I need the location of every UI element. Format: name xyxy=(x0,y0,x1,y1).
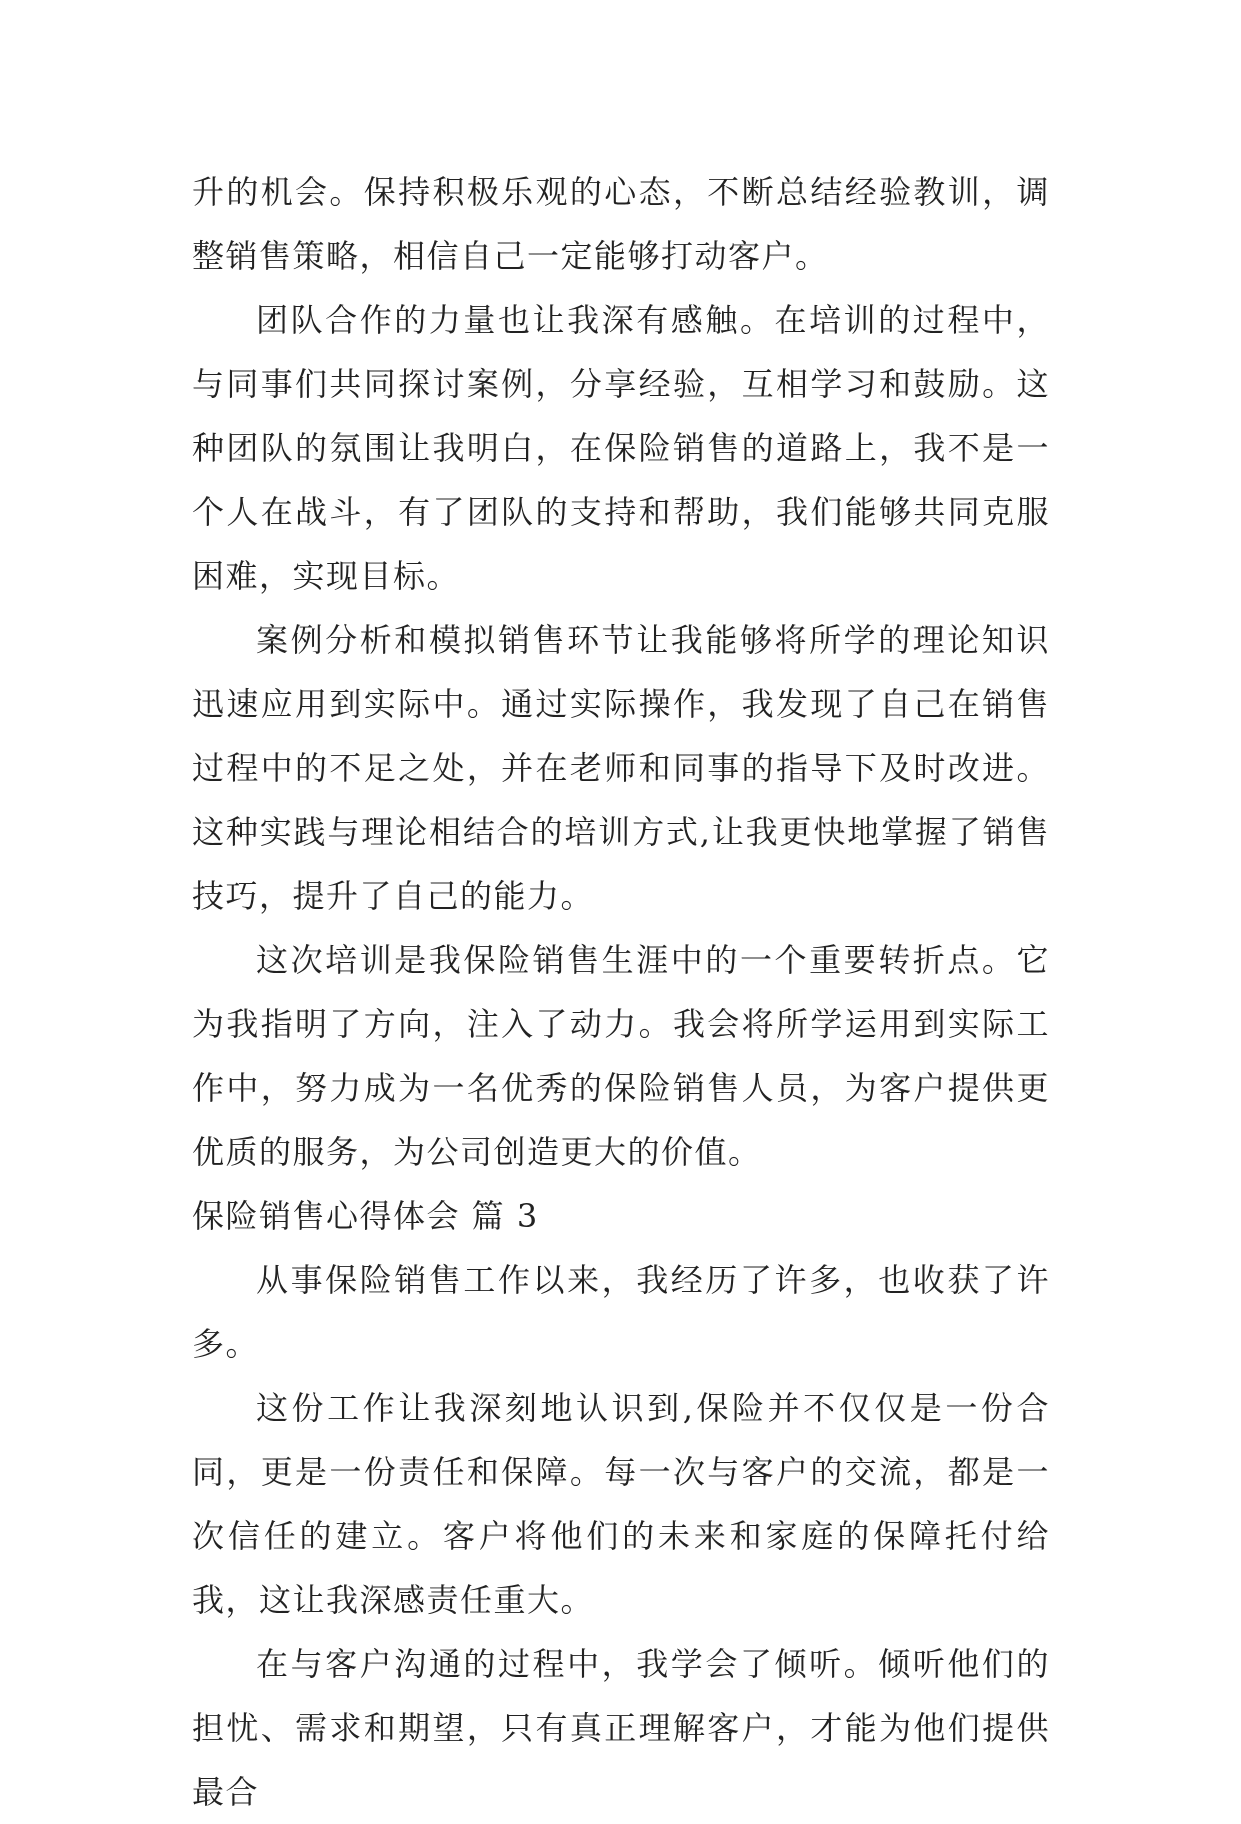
paragraph-3: 案例分析和模拟销售环节让我能够将所学的理论知识迅速应用到实际中。通过实际操作，我发现了自己在销售过程中的不足之处，并在老师和同事的指导下及时改进。这种实践与理论相结合的培训方式,让我更快地掌握了销售技巧，提升了自己的能力。 xyxy=(192,621,1050,915)
document-page xyxy=(192,160,1050,1824)
paragraph-2: 团队合作的力量也让我深有感触。在培训的过程中，与同事们共同探讨案例，分享经验，互相学习和鼓励。这种团队的氛围让我明白，在保险销售的道路上，我不是一个人在战斗，有了团队的支持和帮助，我们能够共同克服困难，实现目标。 xyxy=(192,301,1050,595)
paragraph-1: 升的机会。保持积极乐观的心态，不断总结经验教训，调整销售策略，相信自己一定能够打动客户。 xyxy=(192,173,1050,275)
section-paragraph-1: 从事保险销售工作以来，我经历了许多，也收获了许多。 xyxy=(192,1261,1050,1363)
section-heading: 保险销售心得体会 篇 3 xyxy=(192,1197,539,1235)
paragraph-4: 这次培训是我保险销售生涯中的一个重要转折点。它为我指明了方向，注入了动力。我会将所学运用到实际工作中，努力成为一名优秀的保险销售人员，为客户提供更优质的服务，为公司创造更大的价值。 xyxy=(192,941,1050,1171)
section-paragraph-3: 在与客户沟通的过程中，我学会了倾听。倾听他们的担忧、需求和期望，只有真正理解客户，才能为他们提供最合 xyxy=(192,1645,1050,1811)
section-paragraph-2: 这份工作让我深刻地认识到,保险并不仅仅是一份合同，更是一份责任和保障。每一次与客户的交流，都是一次信任的建立。客户将他们的未来和家庭的保障托付给我，这让我深感责任重大。 xyxy=(192,1389,1050,1619)
